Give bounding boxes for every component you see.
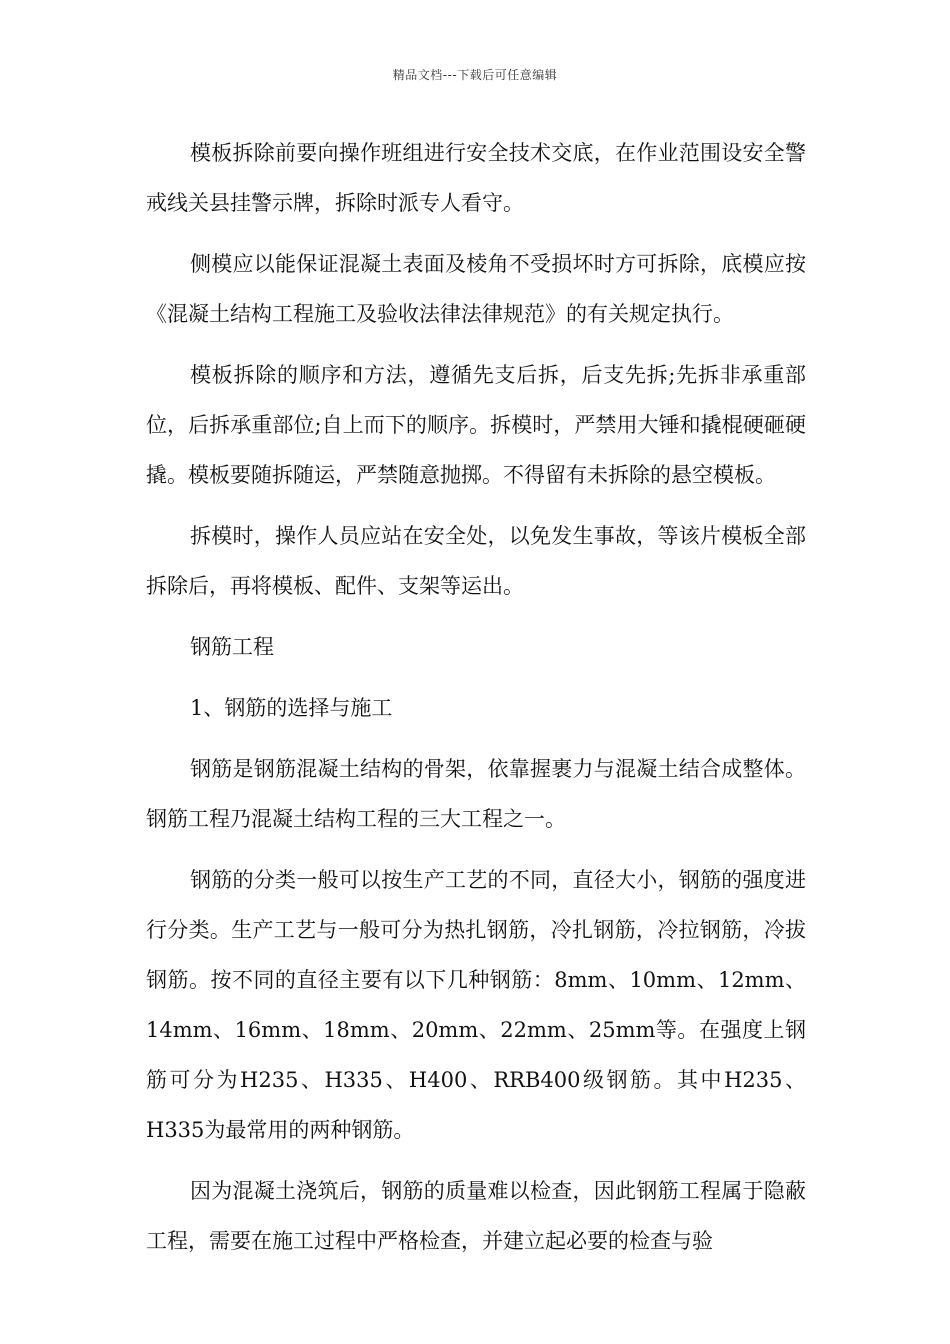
page-header: 精品文档---下载后可任意编辑: [392, 68, 558, 82]
paragraph-side-formwork: 侧模应以能保证混凝土表面及棱角不受损坏时方可拆除，底模应按《混凝土结构工程施工及验收法律法律规范》的有关规定执行。: [146, 252, 806, 326]
paragraph-rebar-inspection: 因为混凝土浇筑后，钢筋的质量难以检查，因此钢筋工程属于隐蔽工程，需要在施工过程中严格检查，并建立起必要的检查与验: [146, 1179, 806, 1253]
paragraph-formwork-safety: 模板拆除前要向操作班组进行安全技术交底，在作业范围设安全警戒线关县挂警示牌，拆除时派专人看守。: [146, 141, 806, 215]
paragraph-removal-order: 模板拆除的顺序和方法，遵循先支后拆，后支先拆;先拆非承重部位，后拆承重部位;自上而下的顺序。拆模时，严禁用大锤和撬棍硬砸硬撬。模板要随拆随运，严禁随意抛掷。不得留有未拆除的悬空模板。: [146, 363, 806, 487]
document-body: [146, 128, 806, 1277]
subsection-heading-rebar-selection: 1、钢筋的选择与施工: [190, 696, 393, 720]
paragraph-rebar-intro: 钢筋是钢筋混凝土结构的骨架，依靠握裹力与混凝土结合成整体。钢筋工程乃混凝土结构工程的三大工程之一。: [146, 757, 806, 831]
paragraph-rebar-classification: 钢筋的分类一般可以按生产工艺的不同，直径大小，钢筋的强度进行分类。生产工艺与一般可分为热扎钢筋，冷扎钢筋，冷拉钢筋，冷拔钢筋。按不同的直径主要有以下几种钢筋：8mm、10mm、12mm、14mm、16mm、18mm、20mm、22mm、25mm等。在强度上钢筋可分为H235、H335、H400、RRB400级钢筋。其中H235、H335为最常用的两种钢筋。: [146, 868, 806, 1142]
section-heading-rebar: 钢筋工程: [190, 635, 274, 659]
paragraph-operator-safety: 拆模时，操作人员应站在安全处，以免发生事故，等该片模板全部拆除后，再将模板、配件、支架等运出。: [146, 524, 806, 598]
